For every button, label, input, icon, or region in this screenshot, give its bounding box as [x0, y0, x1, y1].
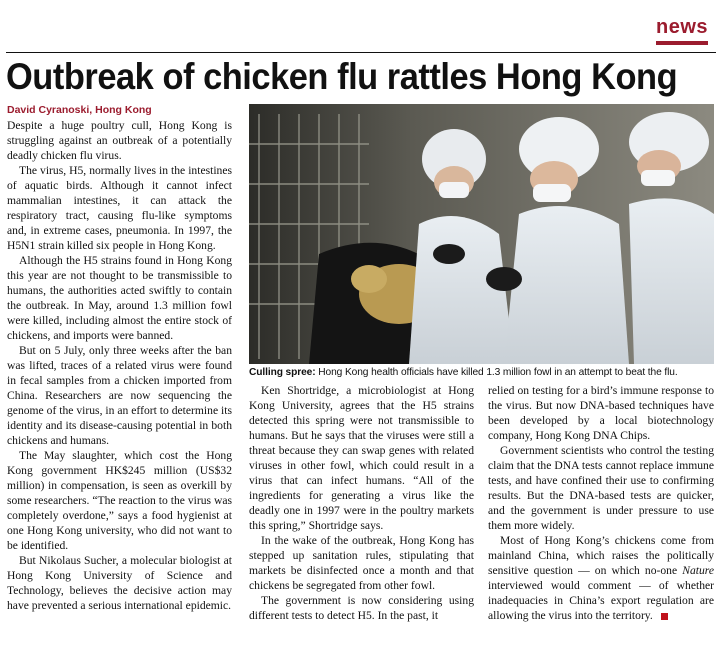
paragraph: The government is now considering using different tests to detect H5. In the past, it — [249, 594, 474, 622]
paragraph: relied on testing for a bird’s immune response to the virus. But now DNA-based techniques have been developed by a local biotechnology company, Hong Kong DNA Chips. — [488, 384, 714, 442]
paragraph: Despite a huge poultry cull, Hong Kong is struggling against an outbreak of a potentially deadly chicken flu virus. — [7, 119, 232, 162]
section-tag: news — [656, 16, 708, 45]
paragraph: Government scientists who control the testing claim that the DNA tests cannot replace immune tests, and have confined their use to confirming results. But the DNA-based tests are quicker, and the government is under pressure to use them more widely. — [488, 444, 714, 532]
paragraph — [488, 533, 714, 623]
journal-name: Nature — [682, 564, 714, 577]
paragraph: But on 5 July, only three weeks after the ban was lifted, traces of a related virus were found in fecal samples from a chicken imported from China. Researchers are now sequencing the genome of the virus, in an effort to determine its identity and its disease-causing potential in both chickens and humans. — [7, 344, 232, 447]
photo-caption — [249, 366, 714, 379]
article-column-1 — [7, 118, 232, 613]
paragraph: Ken Shortridge, a microbiologist at Hong Kong University, agrees that the H5 strains detected this spring were not transmissible to humans. But he says that the viruses were still a threat because they can swap genes with related viruses in other fowl, which could result in a virus that can infect humans. “All of the ingredients for generating a virus like the deadly one in 1997 were in the poultry markets this spring,” Shortridge says. — [249, 384, 474, 532]
paragraph: In the wake of the outbreak, Hong Kong has stepped up sanitation rules, stipulating that markets be disinfected once a month and that chickens be segregated from other fowl. — [249, 534, 474, 592]
paragraph-part: Most of Hong Kong’s chickens come from mainland China, which raises the politically sensitive question — on which no-one — [488, 534, 714, 577]
lab-workers-illustration — [249, 104, 714, 364]
headline: Outbreak of chicken flu rattles Hong Kong — [6, 56, 678, 97]
news-photo — [249, 104, 714, 364]
article-column-2 — [249, 383, 474, 623]
end-of-article-mark — [661, 613, 668, 620]
byline: David Cyranoski, Hong Kong — [7, 104, 152, 116]
caption-lead: Culling spree: — [249, 367, 316, 378]
article-column-3 — [488, 383, 714, 623]
paragraph-part: interviewed would comment — of whether inadequacies in China’s export regulation are allowing the virus into the territory. — [488, 579, 714, 622]
paragraph: Although the H5 strains found in Hong Kong this year are not thought to be transmissible to humans, the authorities acted swiftly to contain the outbreak. In May, around 1.3 million fowl were killed, including almost the entire stock of chickens, and imports were banned. — [7, 254, 232, 342]
header-rule — [6, 52, 716, 53]
paragraph: The virus, H5, normally lives in the intestines of aquatic birds. Although it cannot infect mammalian intestines, it can attack the respiratory tract, causing flu-like symptoms and, in extreme cases, pneumonia. In 1997, the H5N1 strain killed six people in Hong Kong. — [7, 164, 232, 252]
paragraph: But Nikolaus Sucher, a molecular biologist at Hong Kong University of Science and Technology, believes the decisive action may have prevented a serious international epidemic. — [7, 554, 232, 612]
paragraph: The May slaughter, which cost the Hong Kong government HK$245 million (US$32 million) in compensation, is seen as overkill by some researchers. “The reaction to the virus was completely overdone,” says a food hygienist at one Hong Kong university, who did not want to be identified. — [7, 449, 232, 552]
caption-text: Hong Kong health officials have killed 1.3 million fowl in an attempt to beat the flu. — [318, 367, 678, 378]
